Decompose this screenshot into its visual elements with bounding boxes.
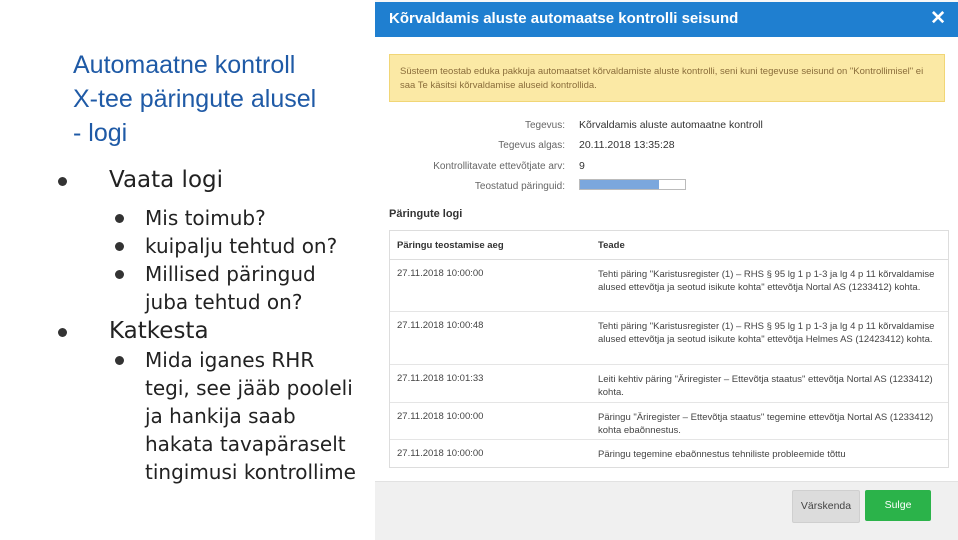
row-message: Tehti päring "Karistusregister (1) – RHS § 95 lg 1 p 1-3 ja lg 4 p 11 kõrvaldamise alused ettevõtja ja seotud isikute kohta" ettevõtja Helmes AS (12423412) kohta. (598, 321, 935, 345)
modal-title: Kõrvaldamis aluste automaatse kontrolli seisund (389, 10, 739, 27)
started-value: 20.11.2018 13:35:28 (579, 139, 675, 151)
sub-bullet-4: Mida iganes RHR tegi, see jääb pooleli ja hankija saab hakata tavapäraselt tingimusi kontrollime (145, 348, 356, 484)
bullet-dot (58, 177, 67, 186)
company-count-label: Kontrollitavate ettevõtjate arv: (433, 161, 565, 172)
log-table (389, 230, 949, 468)
bullet-dot (115, 242, 124, 251)
table-row (390, 440, 948, 466)
bullet-dot (115, 270, 124, 279)
bullet-katkesta: Katkesta (109, 318, 209, 344)
sub-bullet-1: Mis toimub? (145, 206, 266, 230)
row-time: 27.11.2018 10:01:33 (397, 373, 484, 384)
modal-footer (375, 481, 958, 540)
table-row (390, 312, 948, 365)
activity-value: Kõrvaldamis aluste automaatne kontroll (579, 119, 763, 131)
table-row (390, 403, 948, 440)
row-message: Leiti kehtiv päring "Äriregister – Ettevõtja staatus" ettevõtja Nortal AS (1233412) kohta. (598, 374, 933, 398)
queries-done-label: Teostatud päringuid: (474, 181, 565, 192)
col-time-header: Päringu teostamise aeg (397, 240, 504, 251)
table-header (390, 231, 948, 260)
row-message: Tehti päring "Karistusregister (1) – RHS § 95 lg 1 p 1-3 ja lg 4 p 11 kõrvaldamise alused ettevõtja ja seotud isikute kohta" ettevõtja Nortal AS (1233412) kohta. (598, 269, 935, 293)
row-time: 27.11.2018 10:00:48 (397, 320, 484, 331)
table-row (390, 260, 948, 312)
queries-progress-bar (579, 179, 686, 190)
bullet-dot (115, 214, 124, 223)
bullet-vaata-logi: Vaata logi (109, 167, 224, 193)
company-count-value: 9 (579, 160, 585, 172)
slide-title-line-1: Automaatne kontroll (73, 51, 296, 79)
progress-fill (580, 180, 659, 189)
modal-header (375, 2, 958, 37)
sub-bullet-3: Millised päringud juba tehtud on? (145, 262, 316, 314)
row-time: 27.11.2018 10:00:00 (397, 448, 484, 459)
slide-title (73, 48, 373, 150)
bullet-dot (58, 328, 67, 337)
col-message-header: Teade (598, 240, 625, 251)
sub-bullet-2: kuipalju tehtud on? (145, 234, 338, 258)
activity-label: Tegevus: (524, 120, 565, 131)
log-title: Päringute logi (389, 208, 463, 220)
row-time: 27.11.2018 10:00:00 (397, 268, 484, 279)
refresh-button[interactable]: Värskenda (792, 490, 860, 523)
row-message: Päringu "Äriregister – Ettevõtja staatus" tegemine ettevõtja Nortal AS (1233412) kohta ebaõnnestus. (598, 412, 934, 436)
modal-body (375, 37, 958, 481)
started-label: Tegevus algas: (498, 140, 565, 151)
close-button[interactable]: Sulge (865, 490, 931, 521)
status-modal (375, 0, 958, 539)
table-row (390, 365, 948, 403)
row-time: 27.11.2018 10:00:00 (397, 411, 484, 422)
slide-title-line-2: X-tee päringute alusel (73, 85, 317, 113)
warning-alert: Süsteem teostab eduka pakkuja automaatset kõrvaldamiste aluste kontrolli, seni kuni tegevuse seisund on "Kontrollimisel" ei saa Te käsitsi kõrvaldamise aluseid kontrollida. (389, 54, 945, 102)
close-icon[interactable]: ✕ (930, 8, 946, 29)
slide-title-line-3: - logi (73, 119, 128, 147)
bullet-dot (115, 356, 124, 365)
row-message: Päringu tegemine ebaõnnestus tehniliste probleemide tõttu (598, 449, 846, 460)
